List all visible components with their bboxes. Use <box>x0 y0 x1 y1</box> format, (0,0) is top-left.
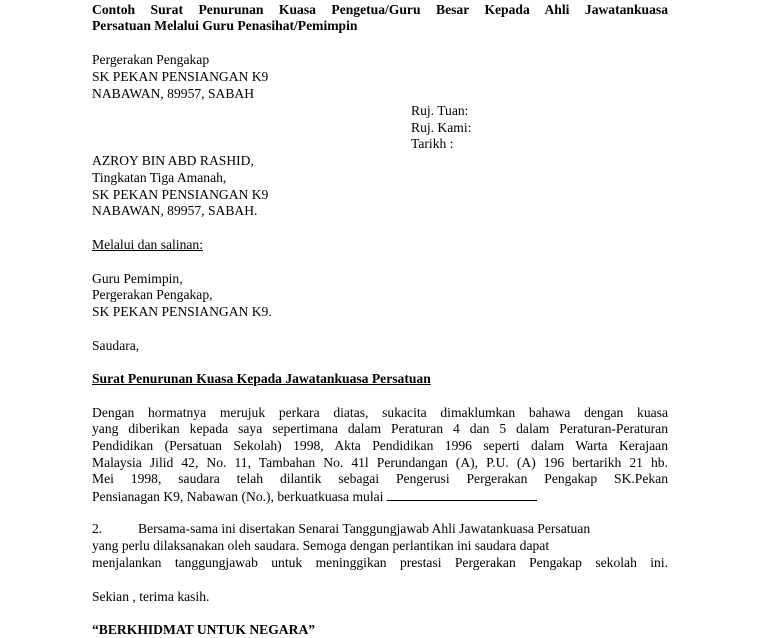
paragraph-1-line-5: Mei 1998, saudara telah dilantik sebagai Pengerusi Pergerakan Pengakap SK.Pekan <box>92 471 668 486</box>
sender-line-2: SK PEKAN PENSIANGAN K9 <box>92 69 269 84</box>
via-line-1: Guru Pemimpin, <box>92 271 183 286</box>
paragraph-1-line-3: Pendidikan (Persatuan Sekolah) 1998, Akta Pendidikan 1996 seperti dalam Warta Kerajaan <box>92 438 668 453</box>
salutation: Saudara, <box>92 338 140 353</box>
motto: “BERKHIDMAT UNTUK NEGARA” <box>92 622 316 637</box>
paragraph-2-line-2: yang perlu dilaksanakan oleh saudara. Semoga dengan perlantikan ini saudara dapat <box>92 538 550 553</box>
paragraph-1-line-6 <box>92 488 537 505</box>
paragraph-1-line-1: Dengan hormatnya merujuk perkara diatas, sukacita dimaklumkan bahawa dengan kuasa <box>92 405 668 420</box>
subject-heading: Surat Penurunan Kuasa Kepada Jawatankuasa Persatuan <box>92 371 431 386</box>
recipient-line-4: NABAWAN, 89957, SABAH. <box>92 203 258 218</box>
paragraph-2-number: 2. <box>92 521 103 536</box>
closing: Sekian , terima kasih. <box>92 589 210 604</box>
letter-title-line-1: Contoh Surat Penurunan Kuasa Pengetua/Guru Besar Kepada Ahli Jawatankuasa <box>92 2 668 17</box>
paragraph-2-line-1 <box>92 521 668 537</box>
ref-tarikh: Tarikh : <box>411 136 454 151</box>
letter-title-line-2: Persatuan Melalui Guru Penasihat/Pemimpin <box>92 18 358 33</box>
sender-line-1: Pergerakan Pengakap <box>92 52 210 67</box>
via-line-2: Pergerakan Pengakap, <box>92 287 213 302</box>
paragraph-1-line-2: yang diberikan kepada saya sepertimana dalam Peraturan 4 dan 5 dalam Peraturan-Peraturan <box>92 421 668 436</box>
ref-ruj-tuan: Ruj. Tuan: <box>411 103 469 118</box>
paragraph-1-line-6-text: Pensianagan K9, Nabawan (No.), berkuatkuasa mulai <box>92 489 384 504</box>
paragraph-2-line-3: menjalankan tanggungjawab untuk meninggikan prestasi Pergerakan Pengakap sekolah ini. <box>92 555 668 570</box>
date-blank-line <box>387 488 537 501</box>
ref-ruj-kami: Ruj. Kami: <box>411 120 472 135</box>
recipient-line-2: Tingkatan Tiga Amanah, <box>92 170 227 185</box>
recipient-line-3: SK PEKAN PENSIANGAN K9 <box>92 187 269 202</box>
via-label: Melalui dan salinan: <box>92 237 203 252</box>
paragraph-2-line-1-text: Bersama-sama ini disertakan Senarai Tanggungjawab Ahli Jawatankuasa Persatuan <box>138 521 591 536</box>
paragraph-1-line-4: Malaysia Jilid 42, No. 11, Tambahan No. 41l Perundangan (A), P.U. (A) 196 bertarikh 21 hb. <box>92 455 668 470</box>
via-line-3: SK PEKAN PENSIANGAN K9. <box>92 304 272 319</box>
sender-line-3: NABAWAN, 89957, SABAH <box>92 86 255 101</box>
recipient-line-1: AZROY BIN ABD RASHID, <box>92 153 254 168</box>
